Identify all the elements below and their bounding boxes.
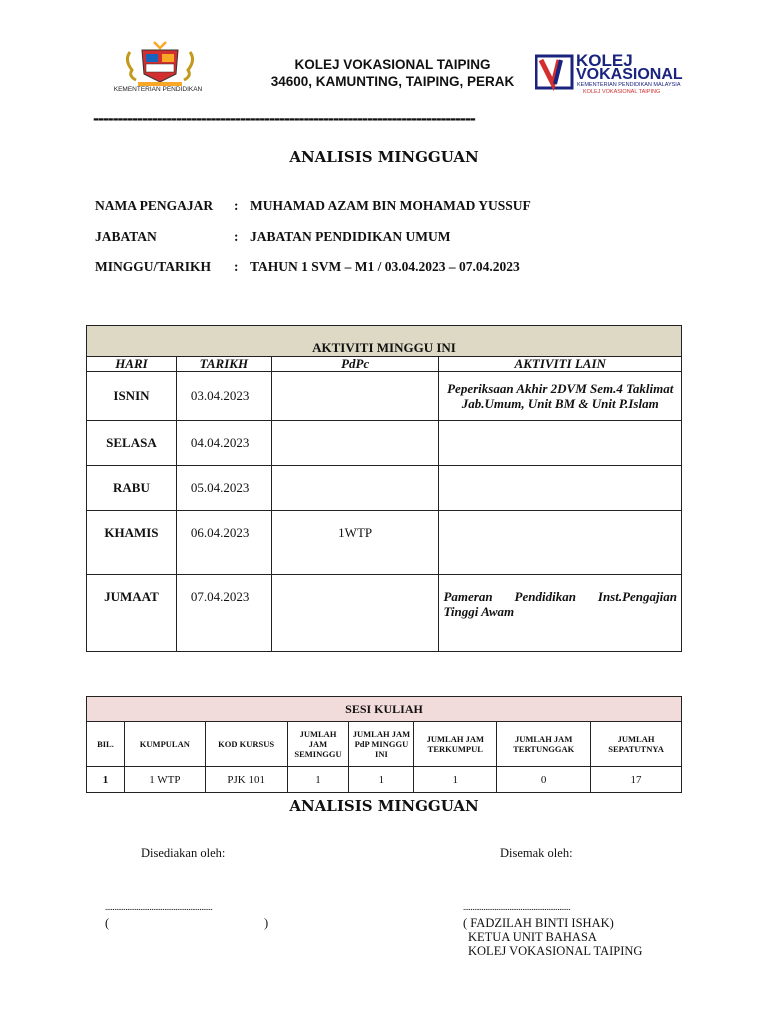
table-cell: 1: [414, 767, 497, 793]
header-separator: ------------------------------------------------------------------------------: [93, 108, 475, 128]
left-signature-line: ..........................................................: [105, 902, 213, 912]
right-signature-line: ..........................................................: [463, 902, 571, 912]
kv-logo-line1: KOLEJ: [576, 51, 633, 70]
info-colon: :: [234, 259, 239, 274]
info-colon: :: [234, 229, 239, 244]
document-title: ANALISIS MINGGUAN: [289, 148, 479, 166]
prepared-by-label: Disediakan oleh:: [141, 846, 226, 860]
column-header: JUMLAH JAM PdP MINGGU INI: [349, 722, 414, 767]
other-activity-cell: Pameran Pendidikan Inst.Pengajian Tinggi Awam: [439, 575, 682, 652]
column-header: JUMLAH JAM TERTUNGGAK: [497, 722, 591, 767]
other-activity-cell: [439, 511, 682, 575]
column-header: JUMLAH SEPATUTNYA: [591, 722, 682, 767]
info-value: MUHAMAD AZAM BIN MOHAMAD YUSSUF: [250, 198, 531, 213]
kv-logo-line2: VOKASIONAL: [576, 66, 683, 83]
table-cell: 1: [287, 767, 349, 793]
info-row-nama: [0, 198, 768, 218]
kv-logo-line4: KOLEJ VOKASIONAL TAIPING: [583, 89, 661, 95]
session-table-header: [87, 697, 682, 722]
pdpc-cell: 1WTP: [271, 511, 439, 575]
session-table-title: SESI KULIAH: [87, 697, 682, 722]
signer-organization: KOLEJ VOKASIONAL TAIPING: [468, 944, 643, 958]
checked-by-label: Disemak oleh:: [500, 846, 573, 860]
kv-logo-line3: KEMENTERIAN PENDIDIKAN MALAYSIA: [577, 82, 681, 88]
date-cell: 03.04.2023: [176, 372, 271, 421]
table-row: [87, 511, 682, 575]
left-close-paren: ): [264, 916, 269, 930]
pdpc-cell: [271, 575, 439, 652]
day-cell: SELASA: [87, 421, 177, 466]
table-cell: 1 WTP: [124, 767, 205, 793]
pdpc-cell: [271, 372, 439, 421]
kolej-vokasional-logo: [535, 51, 695, 96]
column-header: PdPc: [271, 357, 439, 372]
college-address: 34600, KAMUNTING, TAIPING, PERAK: [270, 74, 515, 89]
left-open-paren: (: [105, 916, 110, 930]
day-cell: ISNIN: [87, 372, 177, 421]
table-row: [87, 372, 682, 421]
other-activity-cell: Peperiksaan Akhir 2DVM Sem.4 Taklimat Jab.Umum, Unit BM & Unit P.Islam: [439, 372, 682, 421]
table-cell: 1: [87, 767, 125, 793]
table-row: [87, 767, 682, 793]
table-row: [87, 466, 682, 511]
kv-emblem-icon: [535, 54, 575, 94]
left-logo-caption: KEMENTERIAN PENDIDIKAN: [113, 86, 203, 93]
date-cell: 05.04.2023: [176, 466, 271, 511]
date-cell: 07.04.2023: [176, 575, 271, 652]
column-header: KOD KURSUS: [205, 722, 287, 767]
date-cell: 06.04.2023: [176, 511, 271, 575]
table-cell: 1: [349, 767, 414, 793]
pdpc-cell: [271, 466, 439, 511]
column-header: AKTIVITI LAIN: [439, 357, 682, 372]
day-cell: JUMAAT: [87, 575, 177, 652]
day-cell: RABU: [87, 466, 177, 511]
column-header: JUMLAH JAM SEMINGGU: [287, 722, 349, 767]
activity-table: [86, 325, 682, 652]
other-activity-cell: [439, 421, 682, 466]
column-header: HARI: [87, 357, 177, 372]
activity-column-headers: [87, 357, 682, 372]
column-header: JUMLAH JAM TERKUMPUL: [414, 722, 497, 767]
table-row: [87, 575, 682, 652]
other-activity-cell: [439, 466, 682, 511]
column-header: TARIKH: [176, 357, 271, 372]
date-cell: 04.04.2023: [176, 421, 271, 466]
signer-name: ( FADZILAH BINTI ISHAK): [463, 916, 614, 930]
table-cell: 17: [591, 767, 682, 793]
signer-position: KETUA UNIT BAHASA: [468, 930, 597, 944]
info-value: JABATAN PENDIDIKAN UMUM: [250, 229, 451, 244]
session-column-headers: [87, 722, 682, 767]
pdpc-cell: [271, 421, 439, 466]
info-value: TAHUN 1 SVM – M1 / 03.04.2023 – 07.04.2023: [250, 259, 520, 274]
table-row: [87, 421, 682, 466]
table-cell: 0: [497, 767, 591, 793]
info-label: JABATAN: [95, 229, 157, 244]
activity-table-header: [87, 326, 682, 357]
info-label: NAMA PENGAJAR: [95, 198, 214, 213]
column-header: BIL.: [87, 722, 125, 767]
table-cell: PJK 101: [205, 767, 287, 793]
info-row-minggu: [0, 259, 768, 279]
session-table: [86, 696, 682, 793]
column-header: KUMPULAN: [124, 722, 205, 767]
day-cell: KHAMIS: [87, 511, 177, 575]
college-name: KOLEJ VOKASIONAL TAIPING: [294, 57, 491, 72]
info-label: MINGGU/TARIKH: [95, 259, 212, 274]
footer-title: ANALISIS MINGGUAN: [289, 797, 479, 815]
info-row-jabatan: [0, 229, 768, 249]
activity-table-title: AKTIVITI MINGGU INI: [87, 326, 682, 357]
info-colon: :: [234, 198, 239, 213]
